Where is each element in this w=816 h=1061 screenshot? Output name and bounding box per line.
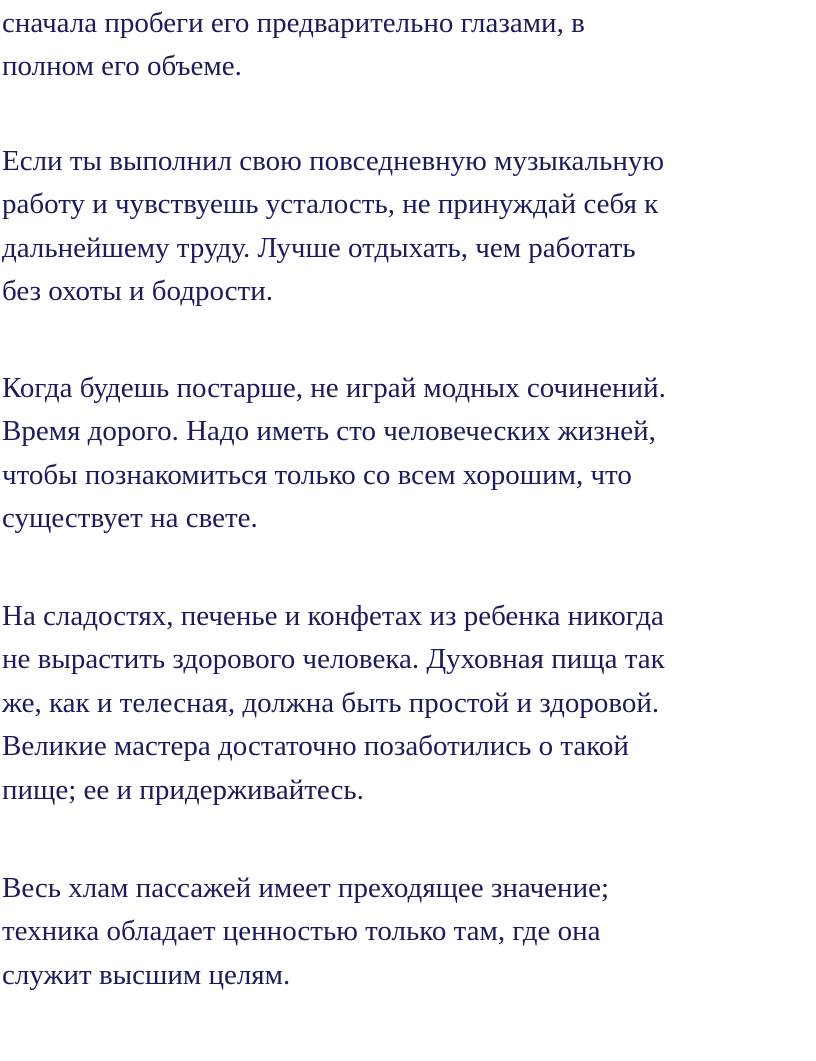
paragraph-2: Если ты выполнил свою повседневную музыкальную работу и чувствуешь усталость, не принуждай себя к дальнейшему труду. Лучше отдыхать, чем работать без охоты и бодрости. <box>2 145 665 308</box>
paragraph-3: Когда будешь постарше, не играй модных сочинений. Время дорого. Надо иметь сто человеческих жизней, чтобы познакомиться только со всем хорошим, что существует на свете. <box>2 372 666 535</box>
paragraph-5: Весь хлам пассажей имеет преходящее значение; техника обладает ценностью только там, где она служит высшим целям. <box>2 872 610 991</box>
paragraph-4: На сладостях, печенье и конфетах из ребенка никогда не вырастить здорового человека. Духовная пища так же, как и телесная, должна быть простой и здоровой. Великие мастера достаточно позаботились о такой пище; ее и придерживайтесь. <box>2 600 665 806</box>
paragraph-1: сначала пробеги его предварительно глазами, в полном его объеме. <box>2 7 585 83</box>
